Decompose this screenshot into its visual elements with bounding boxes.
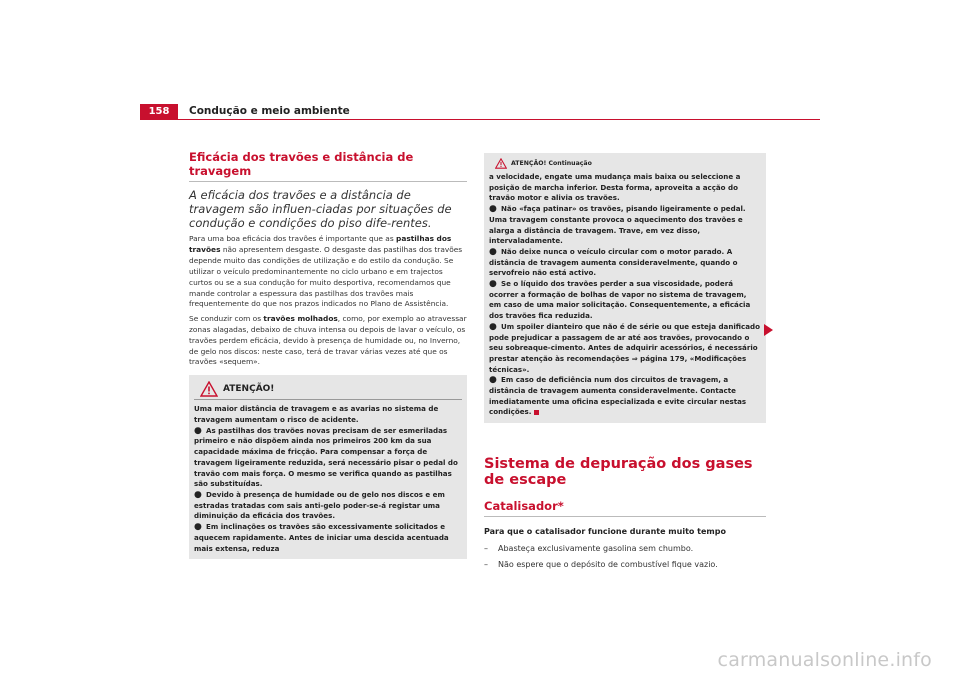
page-reference-arrow-icon: ⇒ <box>631 353 638 363</box>
dash-marker: – <box>484 560 488 570</box>
warning-item <box>489 322 761 376</box>
bullet-icon: ● <box>194 425 202 436</box>
warning-item-text: As pastilhas dos travões novas precisam de ser esmeriladas primeiro e não dispõem ainda nos primeiros 200 km da sua capacidade máxima de fricção. Para compensar a força de travagem ligeiramente reduzida, será necessário pisar o pedal do travão com mais força. O mesmo se verifica quando as pastilhas são substituídas. <box>194 425 458 489</box>
list-item-text: Não espere que o depósito de combustível fique vazio. <box>498 560 718 570</box>
text-span: não apresentem desgaste. O desgaste das pastilhas dos travões depende muito das condições de utilização e do estilo da condução. Se utilizar o veículo predominantemente no ciclo urbano e em trajectos curtos ou se a sua condução for muito desportiva, recomendamos que mande controlar a espessura das pastilhas dos travões mais frequentemente do que nos prazos indicados no Plano de Assistência. <box>189 244 463 309</box>
bold-term: travões molhados <box>263 313 338 323</box>
list-item <box>484 557 766 573</box>
bullet-icon: ● <box>194 522 202 533</box>
watermark: carmanualsonline.info <box>717 649 932 671</box>
section-title: Eficácia dos travões e distância de travagem <box>189 150 467 182</box>
right-column <box>484 153 766 573</box>
warning-intro: Uma maior distância de travagem e as avarias no sistema de travagem aumentam o risco de acidente. <box>194 404 439 425</box>
warning-continuation-title: ATENÇÃO! Continuação <box>511 160 592 167</box>
bullet-icon: ● <box>489 375 497 386</box>
bullet-icon: ● <box>489 204 497 215</box>
warning-item <box>194 426 462 490</box>
bullet-icon: ● <box>489 246 497 257</box>
warning-header <box>194 379 462 400</box>
dash-marker: – <box>484 544 488 554</box>
text-span: Para uma boa eficácia dos travões é importante que as <box>189 234 397 243</box>
chapter-title: Sistema de depuração dos gases de escape <box>484 456 753 489</box>
next-page-arrow-icon[interactable] <box>764 324 773 336</box>
warning-item-text: Não deixe nunca o veículo circular com o motor parado. A distância de travagem aumenta consideravelmente, quando o servofreio não está activo. <box>489 246 738 278</box>
paragraph-brake-pads <box>189 234 467 310</box>
warning-item <box>489 204 761 247</box>
warning-item <box>194 490 462 522</box>
warning-triangle-icon <box>200 381 218 397</box>
warning-continuation-header <box>489 157 761 170</box>
left-column <box>189 150 467 559</box>
text-span: , como, por exemplo ao atravessar zonas alagadas, debaixo de chuva intensa ou depois de lavar o veículo, os travões perdem eficácia, devido à presença de humidade ou, no Inverno, de gelo nos discos: neste caso, terá de travar várias vezes até que os travões «sequem». <box>189 313 467 367</box>
warning-title: ATENÇÃO! <box>223 384 275 395</box>
bold-term: pastilhas dos travões <box>189 234 452 254</box>
list-item-text: Abasteça exclusivamente gasolina sem chumbo. <box>498 544 694 554</box>
warning-item-text: Em caso de deficiência num dos circuitos de travagem, a distância de travagem aumenta consideravelmente. Contacte imediatamente uma oficina especializada e evite circular nestas condições. <box>489 375 747 417</box>
page-number: 158 <box>140 104 178 119</box>
warning-item-text: Em inclinações os travões são excessivamente solicitados e aquecem rapidamente. Antes de iniciar uma descida acentuada mais extensa, reduza <box>194 522 449 553</box>
warning-item <box>489 375 761 418</box>
section-lead: A eficácia dos travões e a distância de travagem são influen-ciadas por situações de condução e condições do piso dife-rentes. <box>189 188 452 230</box>
header-rule <box>140 119 820 120</box>
text-span: Se conduzir com os <box>189 313 264 323</box>
list-item <box>484 541 766 557</box>
page-reference-link[interactable]: página 179, «Modificações técnicas». <box>489 353 747 374</box>
bullet-icon: ● <box>489 321 497 332</box>
warning-box <box>189 375 467 559</box>
warning-item-text: Um spoiler dianteiro que não é de série ou que esteja danificado pode prejudicar a passagem de ar até aos travões, provocando o seu sobreaque-cimento. Antes de adquirir acessórios, é necessário prestar atenção às recomendações <box>489 321 761 363</box>
warning-continuation-box <box>484 153 766 423</box>
bullet-icon: ● <box>194 490 202 500</box>
warning-item-text: Devido à presença de humidade ou de gelo nos discos e em estradas tratadas com sais anti-gelo poder-se-á registar uma diminuição da eficácia dos travões. <box>194 490 445 521</box>
warning-item-text: Se o líquido dos travões perder a sua viscosidade, poderá ocorrer a formação de bolhas de vapor no sistema de travagem, em caso de uma maior solicitação. Consequentemente, a eficácia dos travões fica reduzida. <box>489 279 751 321</box>
page-header-title: Condução e meio ambiente <box>189 105 350 117</box>
subsection-title: Catalisador* <box>484 499 766 517</box>
bullet-icon: ● <box>489 279 497 290</box>
catalyst-heading: Para que o catalisador funcione durante muito tempo <box>484 527 726 537</box>
warning-continuation-intro: a velocidade, engate uma mudança mais baixa ou seleccione a posição de marcha inferior. Desta forma, aproveita a acção do travão motor e alivia os travões. <box>489 172 741 203</box>
warning-item <box>489 247 761 279</box>
warning-item <box>489 279 761 322</box>
warning-triangle-icon <box>495 158 507 169</box>
end-of-section-icon <box>534 410 539 415</box>
warning-item-text: Não «faça patinar» os travões, pisando ligeiramente o pedal. Uma travagem constante provoca o aquecimento dos travões e alarga a distância de travagem. Trave, em vez disso, intervaladamente. <box>489 204 746 246</box>
warning-item <box>194 522 462 554</box>
paragraph-wet-brakes <box>189 314 467 369</box>
